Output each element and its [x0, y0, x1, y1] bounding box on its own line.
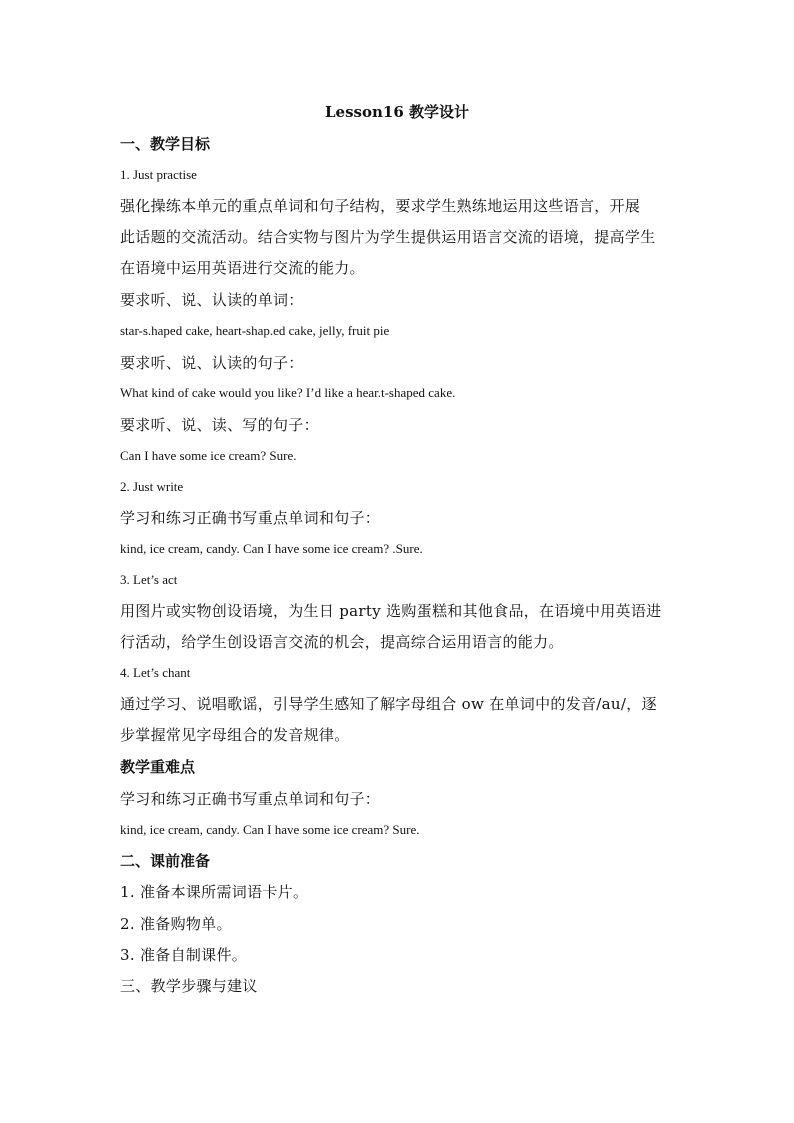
text-line: 1. Just practise [120, 167, 197, 182]
text-line: 3. 准备自制课件。 [120, 946, 248, 964]
text-line: 3. Let’s act [120, 572, 178, 587]
section-heading: 二、课前准备 [120, 852, 211, 870]
text-line: 学习和练习正确书写重点单词和句子： [120, 790, 381, 808]
text-line: kind, ice cream, candy. Can I have some ice cream? Sure. [120, 822, 420, 837]
text-line: What kind of cake would you like? I’d like a hear.t-shaped cake. [120, 385, 456, 400]
text-line: 要求听、说、认读的句子： [120, 354, 304, 372]
text-line: 通过学习、说唱歌谣，引导学生感知了解字母组合 ow 在单词中的发音/au/，逐 [120, 695, 657, 713]
text-line: 4. Let’s chant [120, 665, 191, 680]
text-line: 在语境中运用英语进行交流的能力。 [120, 259, 365, 277]
text-line: 此话题的交流活动。结合实物与图片为学生提供运用语言交流的语境，提高学生 [120, 228, 656, 246]
text-line: 强化操练本单元的重点单词和句子结构，要求学生熟练地运用这些语言，开展 [120, 197, 641, 215]
text-line: Can I have some ice cream? Sure. [120, 448, 297, 463]
text-line: 2. Just write [120, 479, 184, 494]
page-title: Lesson16 教学设计 [325, 103, 469, 121]
section-heading: 一、教学目标 [120, 135, 211, 153]
text-line: kind, ice cream, candy. Can I have some ice cream? .Sure. [120, 541, 423, 556]
text-line: star-s.haped cake, heart-shap.ed cake, jelly, fruit pie [120, 323, 390, 338]
text-line: 2. 准备购物单。 [120, 915, 232, 933]
text-line: 要求听、说、认读的单词： [120, 291, 304, 309]
text-line: 要求听、说、读、写的句子： [120, 416, 319, 434]
section-heading: 教学重难点 [120, 758, 196, 776]
text-line: 学习和练习正确书写重点单词和句子： [120, 509, 381, 527]
text-line: 三、教学步骤与建议 [120, 977, 258, 995]
text-line: 步掌握常见字母组合的发音规律。 [120, 726, 350, 744]
text-line: 用图片或实物创设语境，为生日 party 选购蛋糕和其他食品，在语境中用英语进 [120, 602, 662, 620]
text-line: 行活动，给学生创设语言交流的机会，提高综合运用语言的能力。 [120, 633, 564, 651]
text-line: 1. 准备本课所需词语卡片。 [120, 883, 309, 901]
